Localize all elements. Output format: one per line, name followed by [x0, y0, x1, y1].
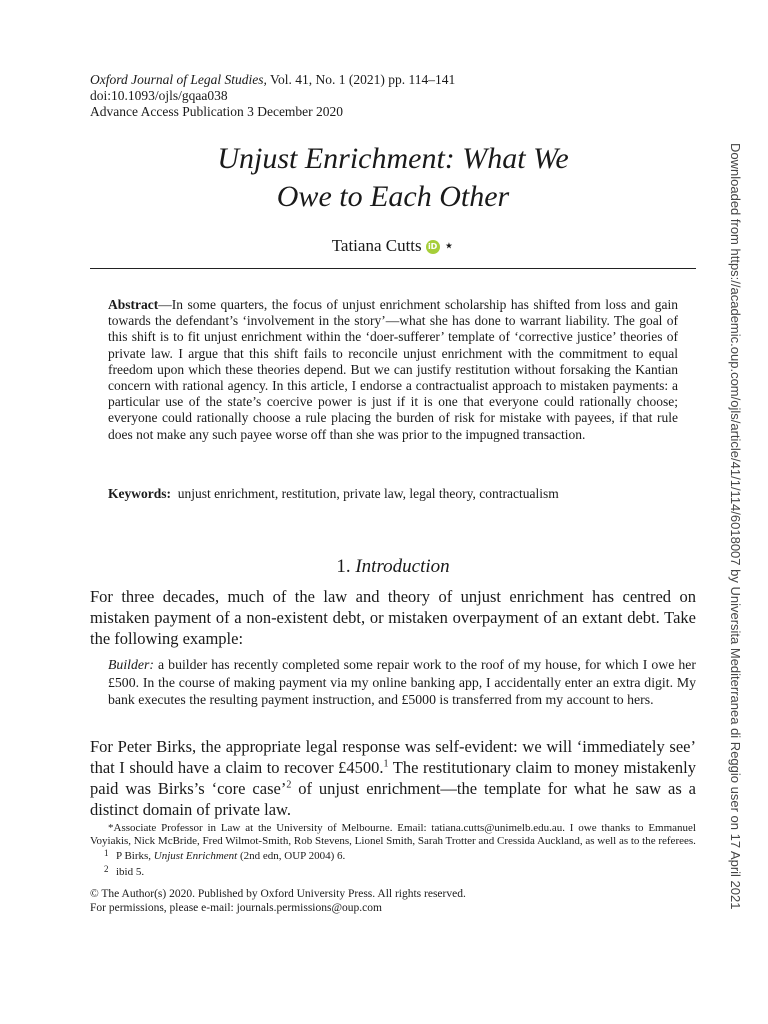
- footnote-2-text: ibid 5.: [116, 865, 145, 878]
- keywords-text: unjust enrichment, restitution, private law, legal theory, contractualism: [177, 486, 559, 501]
- permissions-line: For permissions, please e-mail: journals.permissions@oup.com: [90, 901, 382, 914]
- download-notice-text: Downloaded from https://academic.oup.com/ojls/article/41/1/114/6018007 by Universita Mediterranea di Reggio user on 17 April 2021: [728, 143, 743, 910]
- journal-name: Oxford Journal of Legal Studies,: [90, 72, 267, 87]
- body-paragraph-1: For three decades, much of the law and theory of unjust enrichment has centred on mistaken payment of a non-existent debt, or mistaken overpayment of an extant debt. Take the following example:: [90, 587, 696, 648]
- citation-line: [90, 72, 455, 88]
- section-title: Introduction: [355, 556, 450, 577]
- doi-link[interactable]: doi:10.1093/ojls/gqaa038: [90, 88, 228, 103]
- title-divider: [90, 268, 696, 269]
- footnote-1-post: (2nd edn, OUP 2004) 6.: [237, 850, 346, 862]
- footnote-1-book-title: Unjust Enrichment: [153, 850, 238, 862]
- title-line-2: Owe to Each Other: [276, 180, 510, 213]
- abstract-text: —In some quarters, the focus of unjust enrichment scholarship has shifted from loss and gain towards the defendant’s ‘involvement in the story’—what she has done to warrant liability. The goal of this shift is to fit unjust enrichment within the ‘doer-sufferer’ template of ‘corrective justice’ theories of private law. I argue that this shift fails to reconcile unjust enrichment with the commitment to equal freedom upon which these theories depend. But we can justify restitution without forsaking the Kantian concern with rational agency. In this article, I endorse a contractualist approach to mistaken payments: a particular use of the state’s coercive power is just if it is one that everyone could rationally choose; everyone could rationally choose a rule placing the burden of risk for mistake with payees, if that rule does not make any such payee worse off than she was prior to the impugned transaction.: [108, 297, 678, 442]
- example-block: [108, 656, 696, 709]
- footnote-2-mark: 2: [104, 863, 109, 874]
- journal-header: [90, 72, 455, 120]
- keywords: [108, 486, 678, 502]
- footnotes: [90, 822, 696, 878]
- footnote-2: [90, 863, 696, 879]
- author-footnote-star: ⋆: [443, 236, 455, 255]
- footnote-1-mark: 1: [104, 848, 109, 858]
- volume-pages: Vol. 41, No. 1 (2021) pp. 114–141: [270, 72, 456, 87]
- footnote-ref-1[interactable]: 1: [383, 758, 389, 770]
- paragraph-2-part-c: of unjust enrichment—the template for what he saw as a distinct domain of private law.: [90, 779, 696, 819]
- abstract-label: Abstract: [108, 297, 159, 312]
- abstract: [108, 297, 678, 443]
- keywords-label: Keywords:: [108, 486, 171, 501]
- author-name[interactable]: Tatiana Cutts: [331, 236, 422, 255]
- body-paragraph-2: [90, 736, 696, 820]
- footnote-1: [90, 847, 696, 863]
- paragraph-2-part-a: For Peter Birks, the appropriate legal response was self-evident: we will ‘immediately see’ that I should have a claim to recover £4500.: [90, 737, 696, 777]
- author-line: [90, 235, 696, 257]
- copyright-line: © The Author(s) 2020. Published by Oxford University Press. All rights reserved.: [90, 888, 466, 900]
- paragraph-2-part-b: The restitutionary claim to money mistakenly paid was Birks’s ‘core case’: [90, 758, 696, 798]
- article-title: [90, 140, 696, 216]
- footnote-1-pre: P Birks,: [116, 850, 154, 862]
- copyright-notice: [90, 888, 466, 915]
- example-label: Builder:: [108, 657, 154, 672]
- download-watermark: [725, 143, 753, 910]
- section-number: 1.: [336, 556, 351, 577]
- title-line-1: Unjust Enrichment: What We: [217, 142, 569, 175]
- orcid-icon[interactable]: iD: [426, 240, 440, 254]
- section-heading: [90, 555, 696, 579]
- example-text: a builder has recently completed some repair work to the roof of my house, for which I owe her £500. In the course of making payment via my online banking app, I accidentally enter an extra digit. My bank executes the resulting payment instruction, and £5000 is transferred from my account to hers.: [108, 657, 696, 707]
- footnote-ref-2[interactable]: 2: [286, 779, 292, 791]
- author-footnote: *Associate Professor in Law at the University of Melbourne. Email: tatiana.cutts@unimelb.edu.au. I owe thanks to Emmanuel Voyiakis, Nick McBride, Fred Wilmot-Smith, Rob Stevens, Lionel Smith, Sarah Trotter and Cressida Auckland, as well as to the referees.: [90, 822, 696, 847]
- publication-date: Advance Access Publication 3 December 2020: [90, 104, 344, 119]
